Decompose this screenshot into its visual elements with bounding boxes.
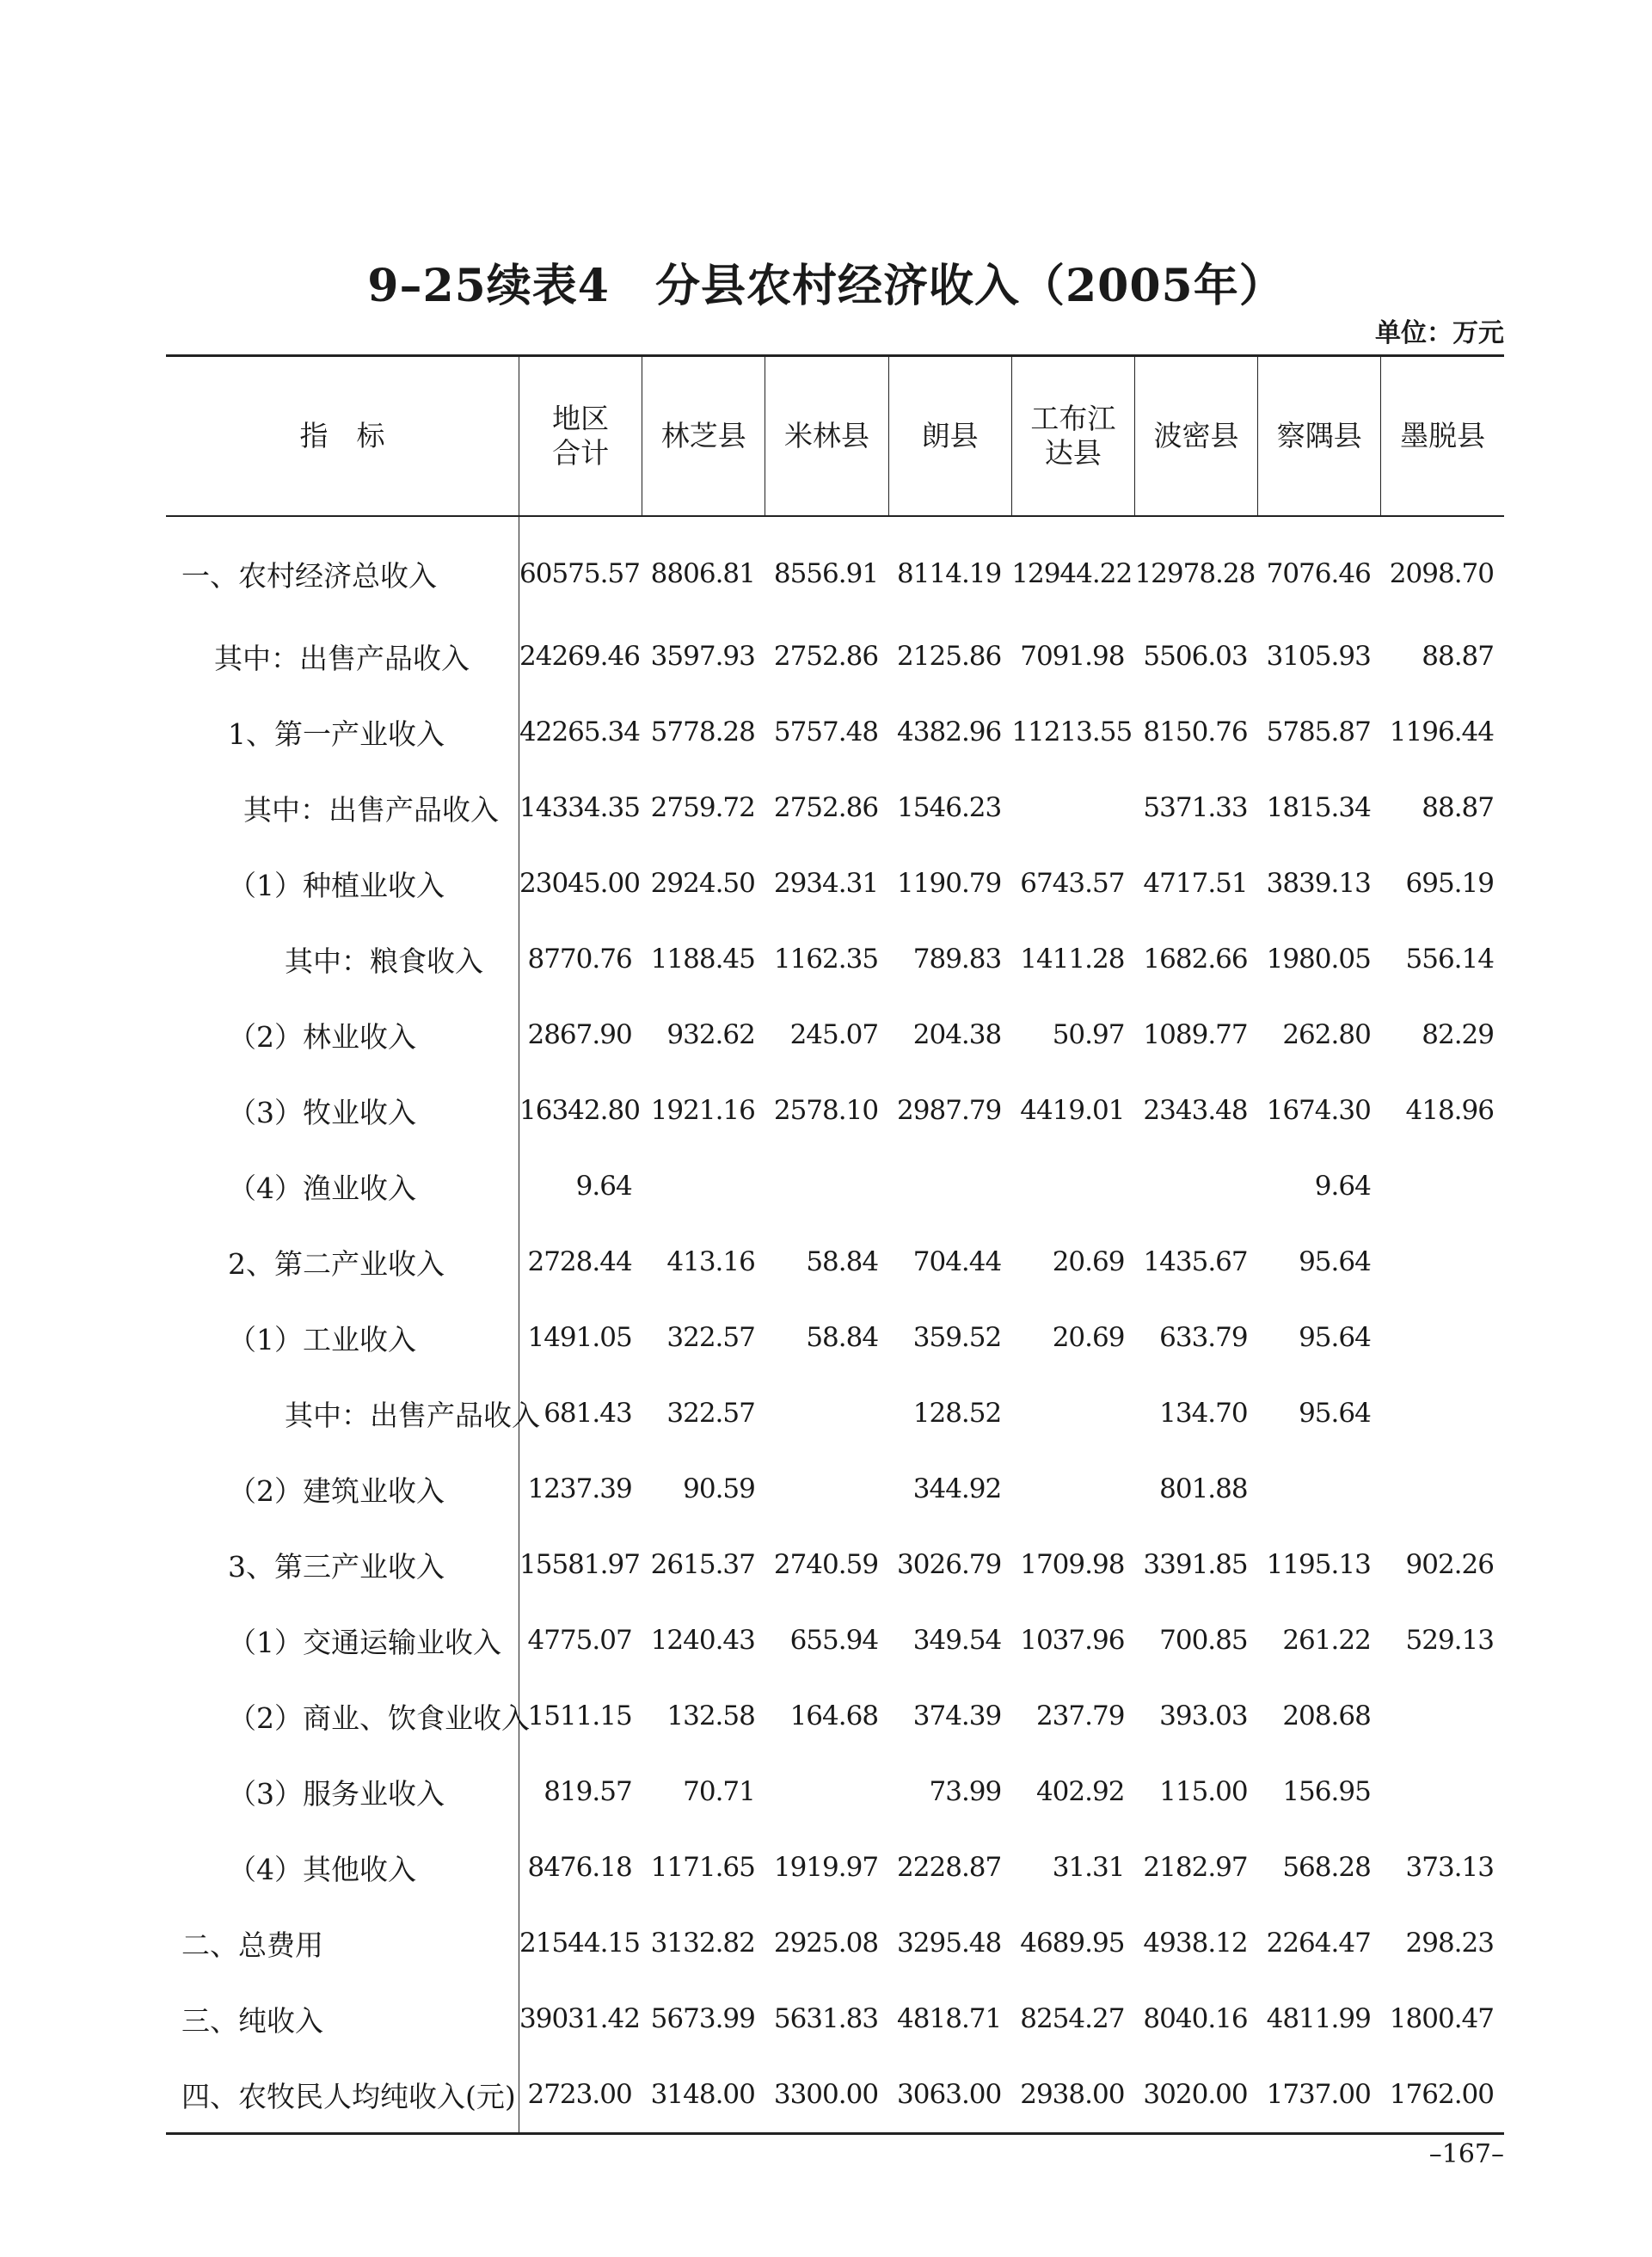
- table-cell: 344.92: [912, 1473, 1002, 1504]
- row-label: （1）交通运输业收入: [166, 1602, 519, 1678]
- table-header-row: [166, 356, 1504, 517]
- table-cell: 88.87: [1422, 641, 1494, 672]
- table-cell: 932.62: [666, 1019, 755, 1050]
- table-cell: 2615.37: [650, 1549, 755, 1580]
- table-cell: 3295.48: [897, 1928, 1002, 1959]
- table-cell: [1381, 1375, 1504, 1451]
- table-cell: 4717.51: [1143, 868, 1248, 899]
- table-row: [166, 997, 1504, 1073]
- table-cell: [765, 1148, 888, 1224]
- table-cell: 3839.13: [1266, 868, 1371, 899]
- header-milin: 米林县: [765, 356, 888, 517]
- table-row: [166, 1073, 1504, 1148]
- table-cell: 2867.90: [527, 1019, 632, 1050]
- table-row: [166, 2057, 1504, 2134]
- table-cell: 568.28: [1282, 1852, 1371, 1883]
- table-cell: 245.07: [789, 1019, 879, 1050]
- row-label: 其中：粮食收入: [166, 921, 519, 997]
- table-row: [166, 1981, 1504, 2057]
- row-label: （2）林业收入: [166, 997, 519, 1073]
- table-cell: 1921.16: [650, 1095, 755, 1126]
- table-row: [166, 1602, 1504, 1678]
- table-cell: 115.00: [1159, 1776, 1248, 1807]
- table-cell: 1190.79: [897, 868, 1002, 899]
- table-cell: 373.13: [1405, 1852, 1494, 1883]
- table-cell: 4419.01: [1020, 1095, 1125, 1126]
- table-row: [166, 1905, 1504, 1981]
- table-cell: 128.52: [912, 1398, 1002, 1429]
- table-cell: 58.84: [806, 1246, 879, 1277]
- table-cell: 1674.30: [1266, 1095, 1371, 1126]
- table-cell: 7076.46: [1266, 558, 1371, 589]
- table-cell: [1011, 1451, 1134, 1527]
- table-cell: 134.70: [1159, 1398, 1248, 1429]
- table-cell: 23045.00: [519, 868, 640, 899]
- row-label: 其中：出售产品收入: [166, 1375, 519, 1451]
- row-label: 二、总费用: [166, 1905, 519, 1981]
- table-cell: 95.64: [1299, 1246, 1371, 1277]
- table-cell: 3132.82: [650, 1928, 755, 1959]
- table-cell: 60575.57: [519, 558, 640, 589]
- table-cell: 2228.87: [897, 1852, 1002, 1883]
- table-cell: 402.92: [1035, 1776, 1125, 1807]
- table-cell: 5673.99: [650, 2003, 755, 2034]
- row-label: （4）渔业收入: [166, 1148, 519, 1224]
- table-cell: 88.87: [1422, 792, 1494, 823]
- table-cell: 95.64: [1299, 1398, 1371, 1429]
- table-cell: 1919.97: [773, 1852, 879, 1883]
- table-cell: 4811.99: [1266, 2003, 1371, 2034]
- table-cell: [888, 1148, 1011, 1224]
- table-cell: 3391.85: [1143, 1549, 1248, 1580]
- table-cell: 8114.19: [897, 558, 1002, 589]
- table-cell: 1762.00: [1389, 2079, 1494, 2110]
- table-cell: 3148.00: [650, 2079, 755, 2110]
- row-label: 1、第一产业收入: [166, 694, 519, 770]
- table-cell: [1258, 1451, 1381, 1527]
- table-row: [166, 694, 1504, 770]
- table-cell: 2752.86: [773, 641, 879, 672]
- table-cell: 2987.79: [897, 1095, 1002, 1126]
- row-label: 3、第三产业收入: [166, 1527, 519, 1602]
- table-row: [166, 1375, 1504, 1451]
- table-cell: 529.13: [1405, 1625, 1494, 1656]
- table-row: [166, 921, 1504, 997]
- table-cell: 11213.55: [1011, 716, 1133, 747]
- table-cell: 2759.72: [650, 792, 755, 823]
- table-cell: 73.99: [929, 1776, 1002, 1807]
- table-cell: 16342.80: [519, 1095, 640, 1126]
- row-label: （3）服务业收入: [166, 1754, 519, 1830]
- header-linzhi: 林芝县: [642, 356, 765, 517]
- table-cell: 261.22: [1282, 1625, 1371, 1656]
- table-cell: 4689.95: [1020, 1928, 1125, 1959]
- table-cell: 1980.05: [1266, 944, 1371, 975]
- table-cell: 20.69: [1052, 1322, 1125, 1353]
- table-cell: 695.19: [1405, 868, 1494, 899]
- row-label: （1）工业收入: [166, 1300, 519, 1375]
- table-cell: 14334.35: [519, 792, 640, 823]
- table-cell: 413.16: [666, 1246, 755, 1277]
- table-cell: 655.94: [789, 1625, 879, 1656]
- table-cell: [1011, 1148, 1134, 1224]
- table-row: [166, 1148, 1504, 1224]
- table-cell: 24269.46: [519, 641, 640, 672]
- table-cell: 3105.93: [1266, 641, 1371, 672]
- table-row: [166, 1527, 1504, 1602]
- row-label: 三、纯收入: [166, 1981, 519, 2057]
- table-cell: 1815.34: [1266, 792, 1371, 823]
- table-cell: 8770.76: [527, 944, 632, 975]
- table-cell: 3020.00: [1143, 2079, 1248, 2110]
- table-row: [166, 1451, 1504, 1527]
- table-cell: 1240.43: [650, 1625, 755, 1656]
- table-cell: [1381, 1754, 1504, 1830]
- table-cell: 4938.12: [1143, 1928, 1248, 1959]
- table-cell: 5757.48: [773, 716, 879, 747]
- table-cell: 704.44: [912, 1246, 1002, 1277]
- header-bomi: 波密县: [1134, 356, 1257, 517]
- table-cell: 20.69: [1052, 1246, 1125, 1277]
- table-cell: 2578.10: [773, 1095, 879, 1126]
- table-cell: 8150.76: [1143, 716, 1248, 747]
- table-cell: 9.64: [1314, 1171, 1371, 1202]
- table-body: [166, 516, 1504, 2134]
- table-cell: 418.96: [1405, 1095, 1494, 1126]
- table-cell: [1011, 770, 1134, 846]
- table-cell: 359.52: [912, 1322, 1002, 1353]
- row-label: （1）种植业收入: [166, 846, 519, 921]
- table-cell: 237.79: [1035, 1700, 1125, 1731]
- table-cell: 5778.28: [650, 716, 755, 747]
- table-cell: [765, 1754, 888, 1830]
- table-cell: 2752.86: [773, 792, 879, 823]
- table-cell: 2740.59: [773, 1549, 879, 1580]
- table-cell: 50.97: [1052, 1019, 1125, 1050]
- table-cell: 3300.00: [773, 2079, 879, 2110]
- row-label: 四、农牧民人均纯收入(元): [166, 2057, 519, 2134]
- table-cell: 31.31: [1052, 1852, 1125, 1883]
- table-cell: 3063.00: [897, 2079, 1002, 2110]
- row-label: （2）建筑业收入: [166, 1451, 519, 1527]
- header-indicator: 指 标: [166, 356, 519, 517]
- table-cell: 2728.44: [527, 1246, 632, 1277]
- table-cell: 819.57: [544, 1776, 632, 1807]
- table-cell: 1511.15: [527, 1700, 632, 1731]
- table-cell: 262.80: [1282, 1019, 1371, 1050]
- table-row: [166, 1754, 1504, 1830]
- table-cell: 1171.65: [650, 1852, 755, 1883]
- table-cell: 42265.34: [519, 716, 640, 747]
- table-cell: 6743.57: [1020, 868, 1125, 899]
- row-label: 一、农村经济总收入: [166, 516, 519, 618]
- table-cell: [1381, 1300, 1504, 1375]
- table-cell: 789.83: [912, 944, 1002, 975]
- table-cell: 1237.39: [527, 1473, 632, 1504]
- table-cell: 1188.45: [650, 944, 755, 975]
- row-label: 2、第二产业收入: [166, 1224, 519, 1300]
- table-cell: 2723.00: [527, 2079, 632, 2110]
- table-row: [166, 1224, 1504, 1300]
- table-cell: 1546.23: [897, 792, 1002, 823]
- table-cell: 5631.83: [773, 2003, 879, 2034]
- table-cell: 3597.93: [650, 641, 755, 672]
- table-cell: 8254.27: [1020, 2003, 1125, 2034]
- page-title: 9–25续表4 分县农村经济收入（2005年）: [367, 260, 1285, 312]
- table-cell: 2343.48: [1143, 1095, 1248, 1126]
- unit-note: 单位：万元: [1375, 318, 1504, 348]
- table-cell: 1435.67: [1143, 1246, 1248, 1277]
- table-cell: 2264.47: [1266, 1928, 1371, 1959]
- table-cell: 2925.08: [773, 1928, 879, 1959]
- table-cell: 8476.18: [527, 1852, 632, 1883]
- table-cell: 204.38: [912, 1019, 1002, 1050]
- table-cell: 5371.33: [1143, 792, 1248, 823]
- table-cell: [1381, 1678, 1504, 1754]
- table-cell: 164.68: [789, 1700, 879, 1731]
- table-cell: 12978.28: [1134, 558, 1256, 589]
- table-cell: 1089.77: [1143, 1019, 1248, 1050]
- table-row: [166, 846, 1504, 921]
- table-cell: 1709.98: [1020, 1549, 1125, 1580]
- table-cell: 4818.71: [897, 2003, 1002, 2034]
- table-cell: [642, 1148, 765, 1224]
- table-cell: 7091.98: [1020, 641, 1125, 672]
- table-cell: 902.26: [1405, 1549, 1494, 1580]
- table-cell: 298.23: [1405, 1928, 1494, 1959]
- table-cell: 8806.81: [650, 558, 755, 589]
- table-row: [166, 1830, 1504, 1905]
- table-cell: [1381, 1224, 1504, 1300]
- table-cell: [1381, 1451, 1504, 1527]
- table-row: [166, 618, 1504, 694]
- table-cell: 2924.50: [650, 868, 755, 899]
- table-cell: 322.57: [666, 1322, 755, 1353]
- table-cell: 700.85: [1159, 1625, 1248, 1656]
- table-cell: 1737.00: [1266, 2079, 1371, 2110]
- table-cell: 681.43: [544, 1398, 632, 1429]
- table-cell: 1800.47: [1389, 2003, 1494, 2034]
- table-cell: 1196.44: [1389, 716, 1494, 747]
- table-cell: 21544.15: [519, 1928, 640, 1959]
- row-label: （3）牧业收入: [166, 1073, 519, 1148]
- row-label: 其中：出售产品收入: [166, 770, 519, 846]
- header-gongbujiangda: 工布江 达县: [1011, 356, 1134, 517]
- table-cell: [1381, 1148, 1504, 1224]
- header-region-total: 地区 合计: [519, 356, 642, 517]
- table-cell: 1682.66: [1143, 944, 1248, 975]
- table-cell: 90.59: [683, 1473, 755, 1504]
- table-cell: 70.71: [683, 1776, 755, 1807]
- row-label: （4）其他收入: [166, 1830, 519, 1905]
- table-cell: 132.58: [666, 1700, 755, 1731]
- table-cell: 156.95: [1282, 1776, 1371, 1807]
- table-cell: 393.03: [1159, 1700, 1248, 1731]
- table-cell: 801.88: [1159, 1473, 1248, 1504]
- table-cell: 1195.13: [1266, 1549, 1371, 1580]
- table-cell: 15581.97: [519, 1549, 640, 1580]
- table-row: [166, 1678, 1504, 1754]
- table-row: [166, 516, 1504, 618]
- page-number: –167–: [1428, 2139, 1504, 2169]
- table-cell: [765, 1451, 888, 1527]
- income-table: [166, 354, 1504, 2135]
- table-cell: 9.64: [575, 1171, 632, 1202]
- table-cell: [765, 1375, 888, 1451]
- table-cell: 95.64: [1299, 1322, 1371, 1353]
- table-cell: 39031.42: [519, 2003, 640, 2034]
- table-cell: 4382.96: [897, 716, 1002, 747]
- header-langxian: 朗县: [888, 356, 1011, 517]
- table-cell: 633.79: [1159, 1322, 1248, 1353]
- table-cell: 556.14: [1405, 944, 1494, 975]
- table-cell: 1162.35: [773, 944, 879, 975]
- table-cell: 58.84: [806, 1322, 879, 1353]
- table-cell: 8040.16: [1143, 2003, 1248, 2034]
- table-cell: 3026.79: [897, 1549, 1002, 1580]
- table-cell: 2098.70: [1389, 558, 1494, 589]
- table-row: [166, 1300, 1504, 1375]
- row-label: 其中：出售产品收入: [166, 618, 519, 694]
- table-cell: 12944.22: [1011, 558, 1133, 589]
- row-label: （2）商业、饮食业收入: [166, 1678, 519, 1754]
- table-cell: [1134, 1148, 1257, 1224]
- table-cell: 5785.87: [1266, 716, 1371, 747]
- table-row: [166, 770, 1504, 846]
- table-cell: [1011, 1375, 1134, 1451]
- table-cell: 82.29: [1422, 1019, 1494, 1050]
- table-cell: 2938.00: [1020, 2079, 1125, 2110]
- table-cell: 349.54: [912, 1625, 1002, 1656]
- table-cell: 2125.86: [897, 641, 1002, 672]
- header-chayu: 察隅县: [1258, 356, 1381, 517]
- table-cell: 2182.97: [1143, 1852, 1248, 1883]
- table-cell: 1037.96: [1020, 1625, 1125, 1656]
- table-cell: 1491.05: [527, 1322, 632, 1353]
- table-cell: 2934.31: [773, 868, 879, 899]
- header-motuo: 墨脱县: [1381, 356, 1504, 517]
- table-cell: 322.57: [666, 1398, 755, 1429]
- table-cell: 4775.07: [527, 1625, 632, 1656]
- table-cell: 1411.28: [1020, 944, 1125, 975]
- table-cell: 208.68: [1282, 1700, 1371, 1731]
- table-cell: 8556.91: [773, 558, 879, 589]
- table-cell: 5506.03: [1143, 641, 1248, 672]
- table-cell: 374.39: [912, 1700, 1002, 1731]
